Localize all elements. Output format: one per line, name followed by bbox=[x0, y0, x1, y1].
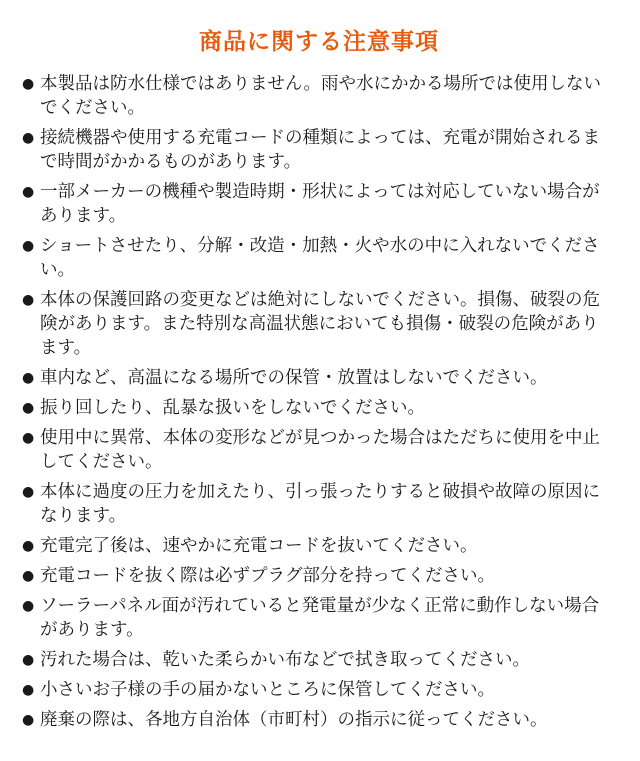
notice-text: 使用中に異常、本体の変形などが見つかった場合はただちに使用を中止してください。 bbox=[40, 428, 600, 472]
notice-item bbox=[22, 708, 616, 732]
notice-item bbox=[22, 480, 616, 528]
notice-text: 本体に過度の圧力を加えたり、引っ張ったりすると破損や故障の原因になります。 bbox=[40, 482, 600, 526]
bullet-icon: ● bbox=[22, 652, 35, 668]
bullet-icon: ● bbox=[22, 370, 35, 386]
notice-text: 汚れた場合は、乾いた柔らかい布などで拭き取ってください。 bbox=[40, 650, 530, 670]
notice-text: 車内など、高温になる場所での保管・放置はしないでください。 bbox=[40, 368, 548, 388]
notice-item bbox=[22, 234, 616, 282]
notice-item bbox=[22, 648, 616, 672]
bullet-icon: ● bbox=[22, 484, 35, 500]
bullet-icon: ● bbox=[22, 538, 35, 554]
notice-text: ソーラーパネル面が汚れていると発電量が少なく正常に動作しない場合があります。 bbox=[40, 596, 600, 640]
notice-text: 一部メーカーの機種や製造時期・形状によっては対応していない場合があります。 bbox=[40, 182, 600, 226]
page-title: 商品に関する注意事項 bbox=[199, 29, 439, 55]
notice-item bbox=[22, 426, 616, 474]
notice-item bbox=[22, 366, 616, 390]
bullet-icon: ● bbox=[22, 76, 35, 92]
bullet-icon: ● bbox=[22, 400, 35, 416]
bullet-icon: ● bbox=[22, 568, 35, 584]
notice-item bbox=[22, 594, 616, 642]
notice-text: 振り回したり、乱暴な扱いをしないでください。 bbox=[40, 398, 425, 418]
notice-text: 廃棄の際は、各地方自治体（市町村）の指示に従ってください。 bbox=[40, 710, 548, 730]
notice-item bbox=[22, 678, 616, 702]
notice-item bbox=[22, 564, 616, 588]
bullet-icon: ● bbox=[22, 130, 35, 146]
bullet-icon: ● bbox=[22, 712, 35, 728]
notice-item bbox=[22, 126, 616, 174]
bullet-icon: ● bbox=[22, 292, 35, 308]
notice-item bbox=[22, 72, 616, 120]
notice-item bbox=[22, 396, 616, 420]
bullet-icon: ● bbox=[22, 238, 35, 254]
bullet-icon: ● bbox=[22, 598, 35, 614]
notice-text: 充電コードを抜く際は必ずプラグ部分を持ってください。 bbox=[40, 566, 495, 586]
bullet-icon: ● bbox=[22, 430, 35, 446]
bullet-icon: ● bbox=[22, 184, 35, 200]
notice-text: 本体の保護回路の変更などは絶対にしないでください。損傷、破裂の危険があります。また特別な高温状態においても損傷・破裂の危険があります。 bbox=[40, 290, 600, 358]
notice-text: 充電完了後は、速やかに充電コードを抜いてください。 bbox=[40, 536, 478, 556]
notice-item bbox=[22, 534, 616, 558]
notice-text: 接続機器や使用する充電コードの種類によっては、充電が開始されるまで時間がかかるものがあります。 bbox=[40, 128, 600, 172]
notice-text: 本製品は防水仕様ではありません。雨や水にかかる場所では使用しないでください。 bbox=[40, 74, 602, 118]
notice-text: 小さいお子様の手の届かないところに保管してください。 bbox=[40, 680, 495, 700]
notice-list bbox=[22, 72, 616, 732]
notice-item bbox=[22, 180, 616, 228]
notice-text: ショートさせたり、分解・改造・加熱・火や水の中に入れないでください。 bbox=[40, 236, 600, 280]
notice-item bbox=[22, 288, 616, 360]
bullet-icon: ● bbox=[22, 682, 35, 698]
